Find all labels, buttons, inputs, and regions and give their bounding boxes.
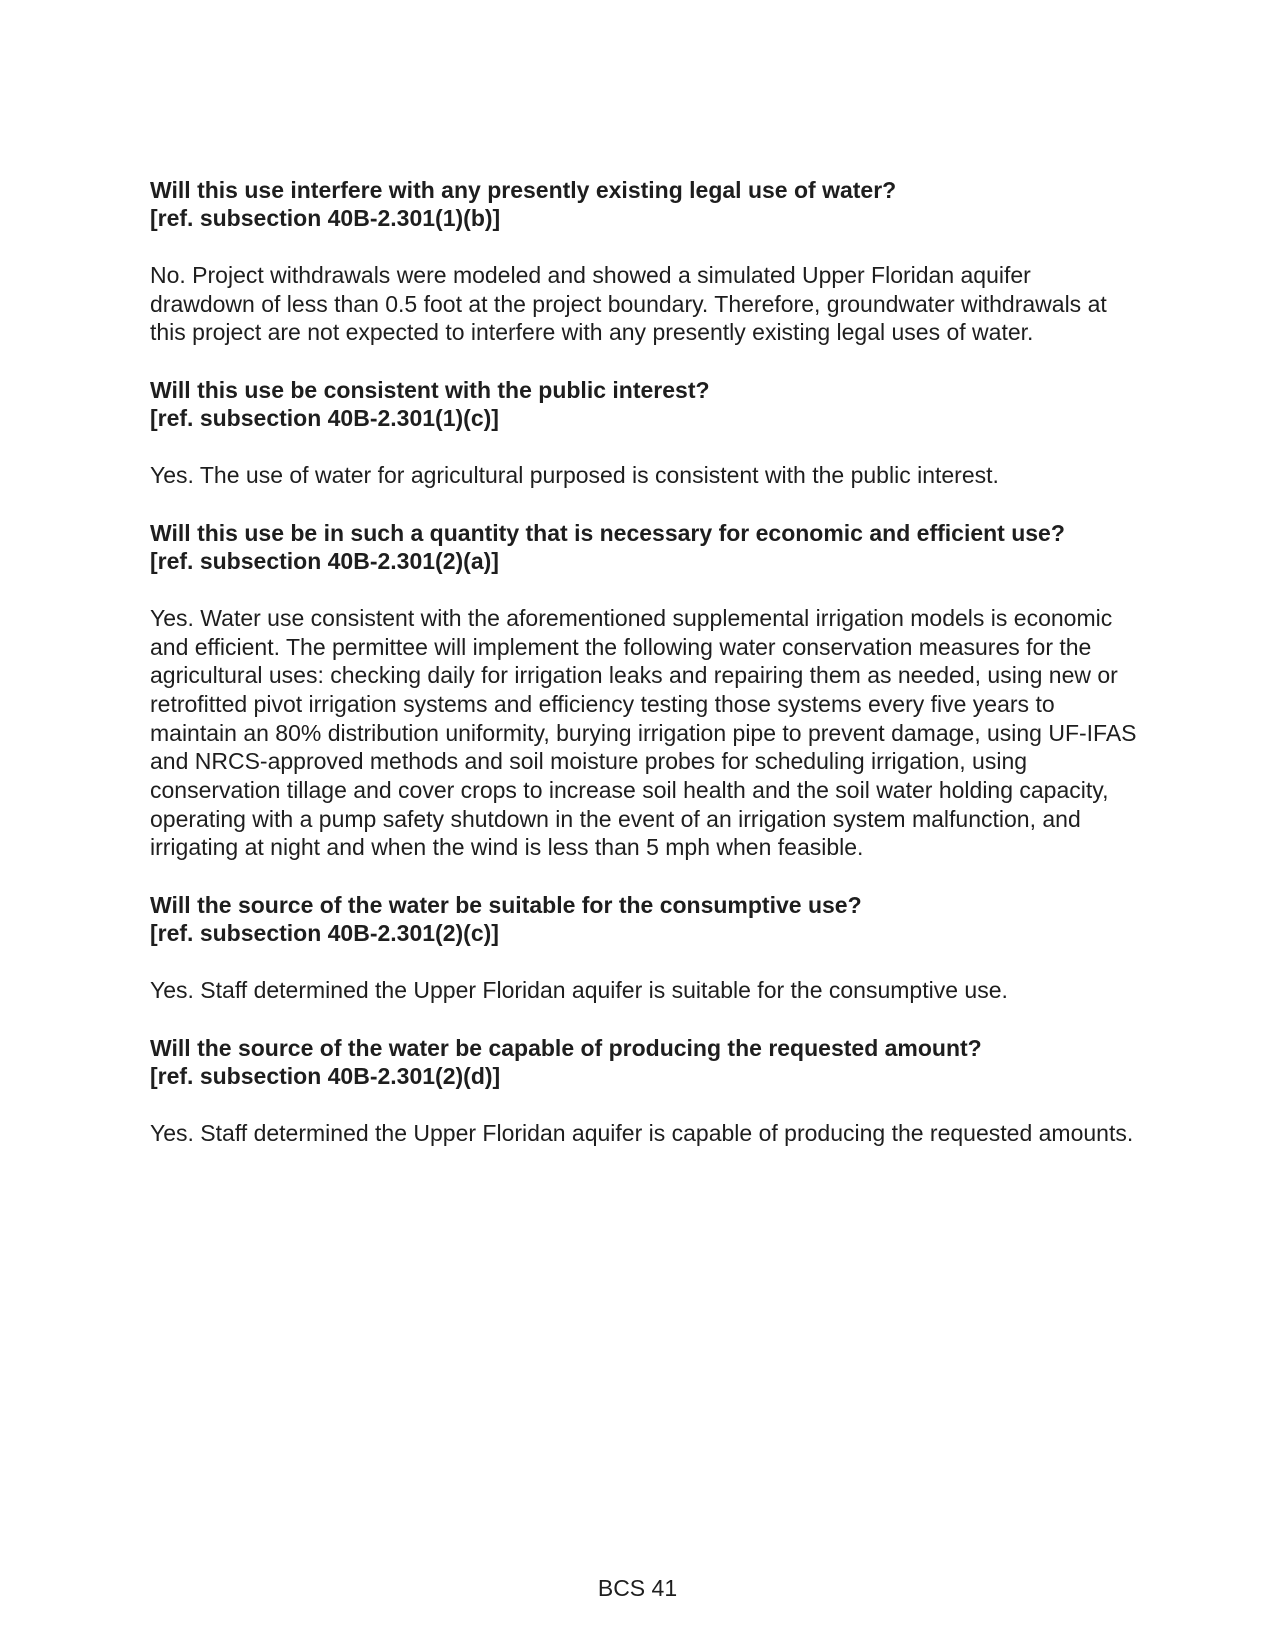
- qa-section-public-interest: [150, 376, 1140, 490]
- answer-paragraph: Yes. Staff determined the Upper Floridan aquifer is capable of producing the requested amounts.: [150, 1119, 1134, 1146]
- answer-paragraph: Yes. Water use consistent with the aforementioned supplemental irrigation models is economic and efficient. The permittee will implement the following water conservation measures for the agricultural uses: checking daily for irrigation leaks and repairing them as needed, using new or retrofitted pivot irrigation systems and efficiency testing those systems every five years to maintain an 80% distribution uniformity, burying irrigation pipe to prevent damage, using UF-IFAS and NRCS-approved methods and soil moisture probes for scheduling irrigation, using conservation tillage and cover crops to increase soil health and the soil water holding capacity, operating with a pump safety shutdown in the event of an irrigation system malfunction, and irrigating at night and when the wind is less than 5 mph when feasible.: [150, 604, 1137, 861]
- reference-citation: [ref. subsection 40B-2.301(2)(c)]: [150, 920, 499, 947]
- question-heading: Will the source of the water be capable of producing the requested amount?: [150, 1034, 982, 1061]
- reference-citation: [ref. subsection 40B-2.301(1)(b)]: [150, 205, 501, 231]
- qa-section-source-suitable: [150, 891, 1140, 1005]
- qa-section-economic-efficient: [150, 519, 1140, 862]
- question-heading: Will the source of the water be suitable for the consumptive use?: [150, 892, 862, 919]
- reference-citation: [ref. subsection 40B-2.301(2)(d)]: [150, 1062, 501, 1089]
- question-heading: Will this use be in such a quantity that is necessary for economic and efficient use?: [150, 519, 1065, 546]
- question-heading: Will this use interfere with any presently existing legal use of water?: [150, 177, 897, 203]
- page-number: BCS 41: [597, 1575, 678, 1601]
- document-body: [150, 176, 1140, 1177]
- answer-paragraph: Yes. The use of water for agricultural purposed is consistent with the public interest.: [150, 462, 999, 489]
- reference-citation: [ref. subsection 40B-2.301(2)(a)]: [150, 547, 499, 574]
- reference-citation: [ref. subsection 40B-2.301(1)(c)]: [150, 405, 499, 432]
- qa-section-source-capable: [150, 1034, 1140, 1148]
- answer-paragraph: Yes. Staff determined the Upper Floridan aquifer is suitable for the consumptive use.: [150, 977, 1008, 1004]
- question-heading: Will this use be consistent with the public interest?: [150, 377, 710, 404]
- answer-paragraph: No. Project withdrawals were modeled and showed a simulated Upper Floridan aquifer drawdown of less than 0.5 foot at the project boundary. Therefore, groundwater withdrawals at this project are not expected to interfere with any presently existing legal uses of water.: [150, 262, 1107, 346]
- qa-section-interference: [150, 176, 1140, 347]
